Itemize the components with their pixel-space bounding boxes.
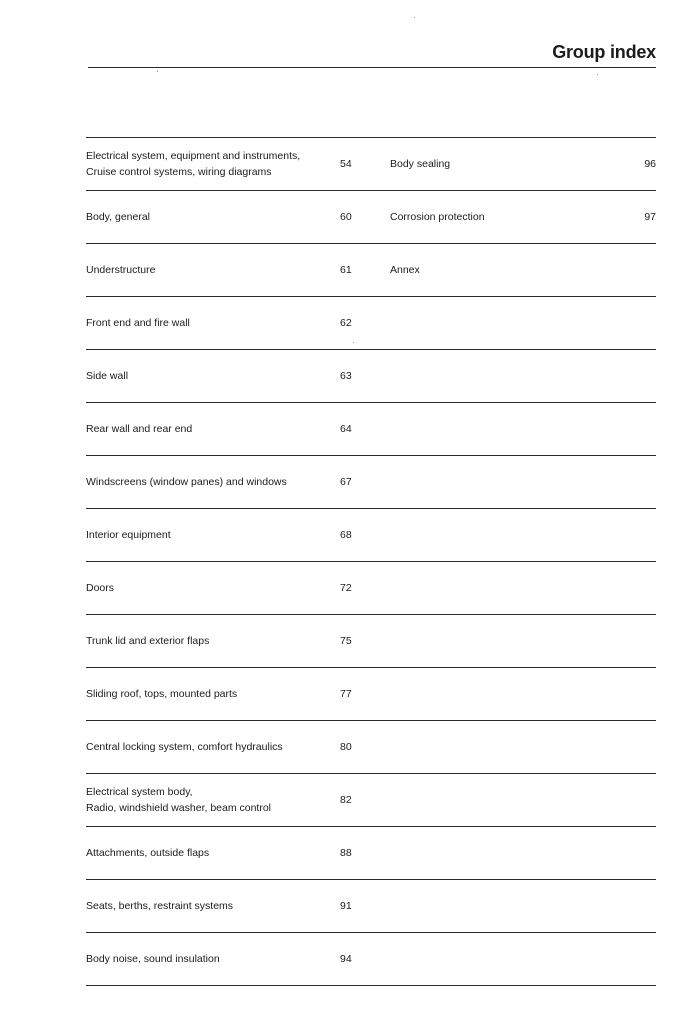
left-group-title-line-1: Electrical system body,	[86, 786, 193, 798]
left-group-title[interactable]	[86, 898, 326, 914]
left-group-title-line-1: Body noise, sound insulation	[86, 953, 220, 965]
index-row	[86, 933, 656, 986]
left-group-number: 64	[340, 423, 352, 435]
index-row	[86, 827, 656, 880]
left-group-number: 67	[340, 476, 352, 488]
index-row	[86, 138, 656, 191]
left-group-title[interactable]	[86, 368, 326, 384]
left-group-number: 63	[340, 370, 352, 382]
left-group-title[interactable]	[86, 951, 326, 967]
left-group-title[interactable]	[86, 845, 326, 861]
right-group-title[interactable]: Body sealing	[390, 158, 451, 170]
index-row	[86, 721, 656, 774]
left-group-title[interactable]	[86, 784, 326, 816]
left-group-title[interactable]	[86, 315, 326, 331]
header-divider	[88, 67, 656, 68]
left-group-title[interactable]	[86, 474, 326, 490]
index-row	[86, 562, 656, 615]
index-row	[86, 456, 656, 509]
index-row	[86, 297, 656, 350]
left-group-number: 77	[340, 688, 352, 700]
left-group-number: 91	[340, 900, 352, 912]
left-group-number: 80	[340, 741, 352, 753]
left-group-title-line-1: Understructure	[86, 264, 156, 276]
left-group-number: 61	[340, 264, 352, 276]
index-row	[86, 615, 656, 668]
index-row	[86, 668, 656, 721]
group-index-table	[86, 137, 656, 986]
index-row	[86, 509, 656, 562]
left-group-number: 68	[340, 529, 352, 541]
left-group-title-line-1: Electrical system, equipment and instruments,	[86, 150, 301, 162]
left-group-title-line-1: Central locking system, comfort hydraulics	[86, 741, 283, 753]
left-group-title-line-1: Interior equipment	[86, 529, 171, 541]
index-row	[86, 880, 656, 933]
index-row	[86, 191, 656, 244]
left-group-title[interactable]	[86, 633, 326, 649]
scan-speck	[157, 71, 158, 72]
left-group-title-line-1: Attachments, outside flaps	[86, 847, 210, 859]
left-group-title-line-1: Seats, berths, restraint systems	[86, 900, 234, 912]
left-group-title[interactable]	[86, 262, 326, 278]
left-group-title[interactable]	[86, 739, 326, 755]
left-group-title[interactable]	[86, 148, 326, 180]
right-group-title[interactable]: Corrosion protection	[390, 211, 485, 223]
index-row	[86, 350, 656, 403]
left-group-title[interactable]	[86, 209, 326, 225]
left-group-title[interactable]	[86, 527, 326, 543]
left-group-number: 94	[340, 953, 352, 965]
left-group-title-line-1: Rear wall and rear end	[86, 423, 193, 435]
left-group-title-line-1: Side wall	[86, 370, 129, 382]
left-group-title-line-1: Trunk lid and exterior flaps	[86, 635, 210, 647]
left-group-number: 72	[340, 582, 352, 594]
right-group-number: 97	[644, 211, 656, 223]
left-group-number: 75	[340, 635, 352, 647]
index-row	[86, 774, 656, 827]
left-group-title[interactable]	[86, 421, 326, 437]
left-group-number: 54	[340, 158, 352, 170]
left-group-title-line-1: Sliding roof, tops, mounted parts	[86, 688, 238, 700]
left-group-title[interactable]	[86, 580, 326, 596]
left-group-title-line-1: Front end and fire wall	[86, 317, 190, 329]
left-group-number: 60	[340, 211, 352, 223]
right-group-number: 96	[644, 158, 656, 170]
scan-speck	[597, 74, 598, 75]
left-group-number: 88	[340, 847, 352, 859]
left-group-title-line-1: Doors	[86, 582, 115, 594]
left-group-title-line-1: Body, general	[86, 211, 151, 223]
left-group-title-line-2: Radio, windshield washer, beam control	[86, 802, 272, 814]
left-group-number: 62	[340, 317, 352, 329]
page-title: Group index	[552, 42, 656, 62]
left-group-title[interactable]	[86, 686, 326, 702]
scan-speck	[414, 17, 415, 18]
left-group-title-line-2: Cruise control systems, wiring diagrams	[86, 166, 272, 178]
left-group-title-line-1: Windscreens (window panes) and windows	[86, 476, 287, 488]
left-group-number: 82	[340, 794, 352, 806]
index-row	[86, 403, 656, 456]
index-row	[86, 244, 656, 297]
right-group-title[interactable]: Annex	[390, 264, 420, 276]
